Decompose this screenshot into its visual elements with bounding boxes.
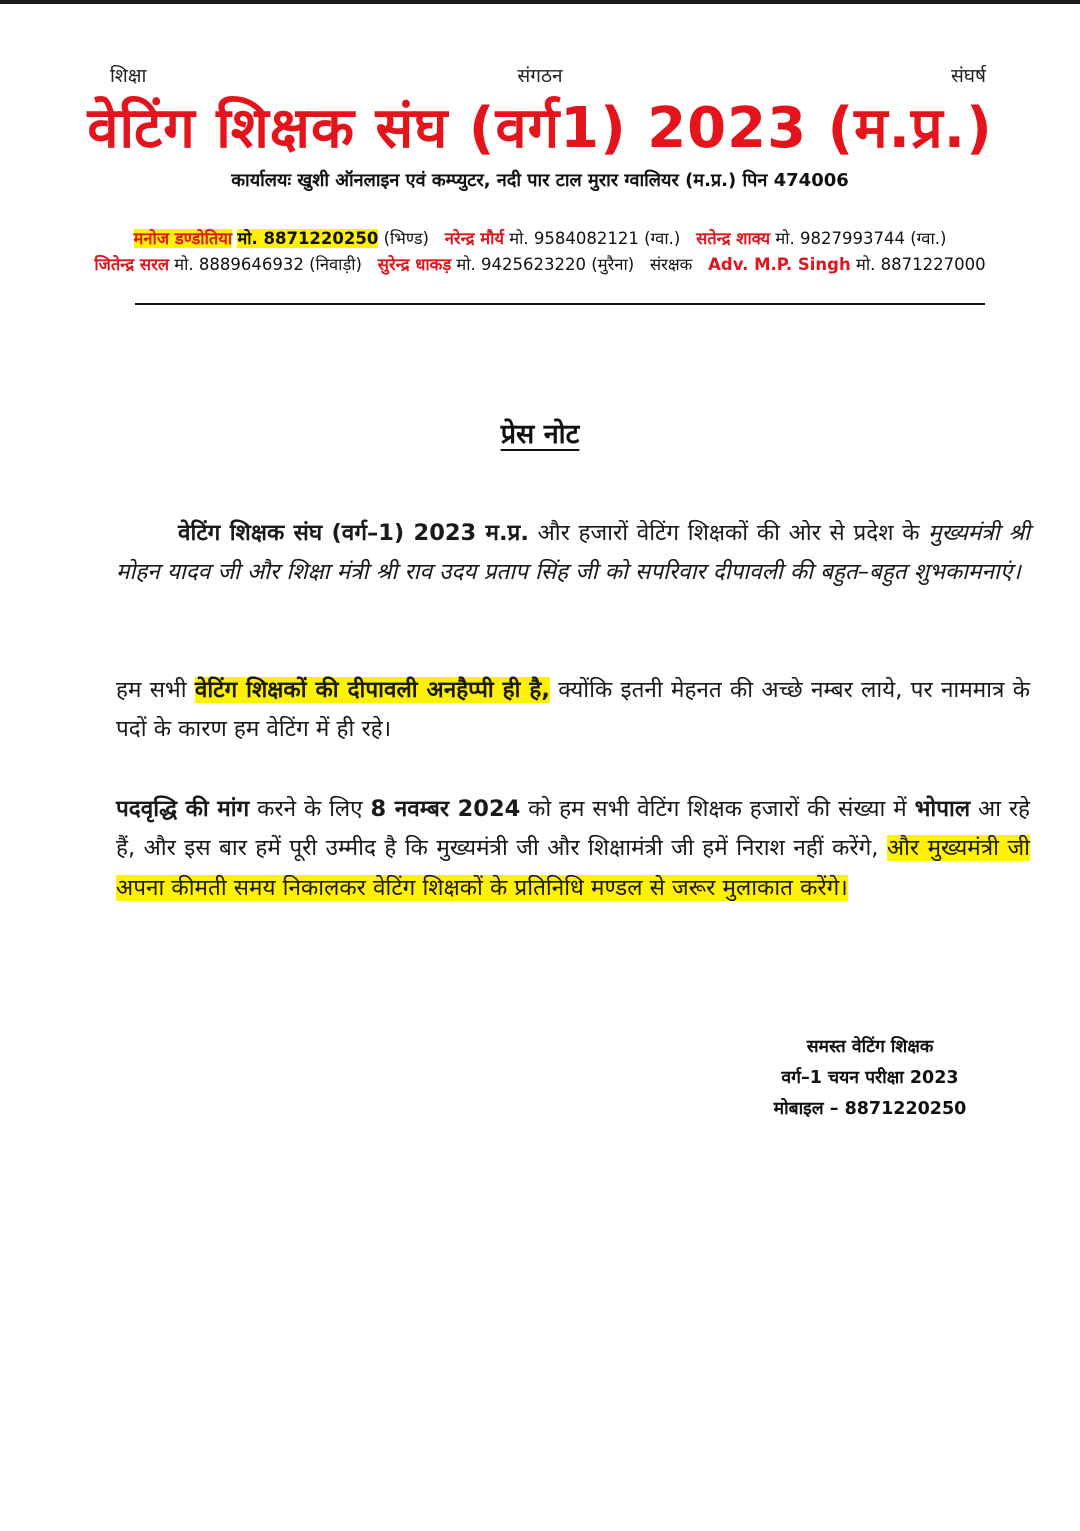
paragraph-bold: 8 नवम्बर 2024 xyxy=(370,795,521,822)
contact-name: नरेन्द्र मौर्य xyxy=(444,229,504,248)
contact-mobile: मो. 8871220250 xyxy=(237,229,379,248)
header-divider xyxy=(135,303,985,305)
paragraph-text: आ रहे हैं, और इस बार हमें पूरी उम्मीद है कि मुख्यमंत्री जी और शिक्षामंत्री जी हमें निराश नहीं करेंगे, xyxy=(116,795,1030,861)
contacts-row-2 xyxy=(0,252,1080,275)
paragraph-text: करने के लिए xyxy=(249,795,371,822)
paragraph-text: हम सभी xyxy=(116,676,195,703)
contact-mobile: मो. 9827993744 xyxy=(775,229,905,248)
contact-name: मनोज डण्डोतिया xyxy=(133,229,233,248)
contact-name: सतेन्द्र शाक्य xyxy=(696,229,771,248)
signature-block xyxy=(740,1032,1000,1125)
paragraph-bold: भोपाल xyxy=(914,795,971,822)
top-border xyxy=(0,0,1080,4)
paragraph-bold: पदवृद्धि की मांग xyxy=(116,795,250,822)
signature-line: वर्ग–1 चयन परीक्षा 2023 xyxy=(781,1068,959,1088)
paragraph-bold: वेटिंग शिक्षक संघ (वर्ग–1) 2023 म.प्र. xyxy=(178,519,529,546)
paragraph-unhappy xyxy=(116,671,1030,750)
paragraph-text: क्योंकि इतनी मेहनत की अच्छे नम्बर लाये, पर नाममात्र के पदों के कारण हम वेटिंग में ही रहे। xyxy=(116,676,1030,742)
motto-left: शिक्षा xyxy=(110,65,147,87)
contact-place: (ग्वा.) xyxy=(644,229,681,248)
motto-center: संगठन xyxy=(517,65,563,87)
contact-place: (मुरैना) xyxy=(591,255,635,274)
patron-label: संरक्षक xyxy=(649,255,693,274)
paragraph-highlight: वेटिंग शिक्षकों की दीपावली अनहैप्पी ही है, xyxy=(194,676,550,703)
patron-mobile: मो. 8871227000 xyxy=(855,255,986,274)
office-address: कार्यालयः खुशी ऑनलाइन एवं कम्प्युटर, नदी पार टाल मुरार ग्वालियर (म.प्र.) पिन 474006 xyxy=(231,170,849,191)
organization-title: वेटिंग शिक्षक संघ (वर्ग1) 2023 (म.प्र.) xyxy=(87,96,993,161)
paragraph-text: और हजारों वेटिंग शिक्षकों की ओर से प्रदेश के xyxy=(528,519,929,546)
contact-mobile: मो. 9584082121 xyxy=(509,229,639,248)
page-title xyxy=(0,414,1080,451)
contact-place: (ग्वा.) xyxy=(910,229,947,248)
paragraph-demand xyxy=(116,790,1030,909)
contact-place: (भिण्ड) xyxy=(383,229,429,248)
paragraph-text: को हम सभी वेटिंग शिक्षक हजारों की संख्या में xyxy=(520,795,915,822)
paragraph-italic: मुख्यमंत्री श्री मोहन यादव जी और शिक्षा मंत्री श्री राव उदय प्रताप सिंह जी को सपरिवार दीपावली की बहुत–बहुत शुभकामनाएं। xyxy=(116,519,1030,585)
contact-name: सुरेन्द्र धाकड़ xyxy=(377,255,452,274)
contacts-row-1 xyxy=(0,226,1080,249)
contact-place: (निवाड़ी) xyxy=(309,255,362,274)
paragraph-highlight: और मुख्यमंत्री जी अपना कीमती समय निकालकर वेटिंग शिक्षकों के प्रतिनिधि मण्डल से जरूर मुलाकात करेंगे। xyxy=(116,835,1030,901)
contact-name: जितेन्द्र सरल xyxy=(94,255,170,274)
press-note-heading: प्रेस नोट xyxy=(500,419,580,450)
motto-right: संघर्ष xyxy=(950,65,986,87)
contact-mobile: मो. 9425623220 xyxy=(456,255,587,274)
paragraph-greeting xyxy=(116,514,1030,593)
contact-mobile: मो. 8889646932 xyxy=(174,255,304,274)
signature-line: मोबाइल – 8871220250 xyxy=(773,1099,967,1119)
signature-line: समस्त वेटिंग शिक्षक xyxy=(806,1037,934,1057)
patron-name: Adv. M.P. Singh xyxy=(708,255,851,274)
